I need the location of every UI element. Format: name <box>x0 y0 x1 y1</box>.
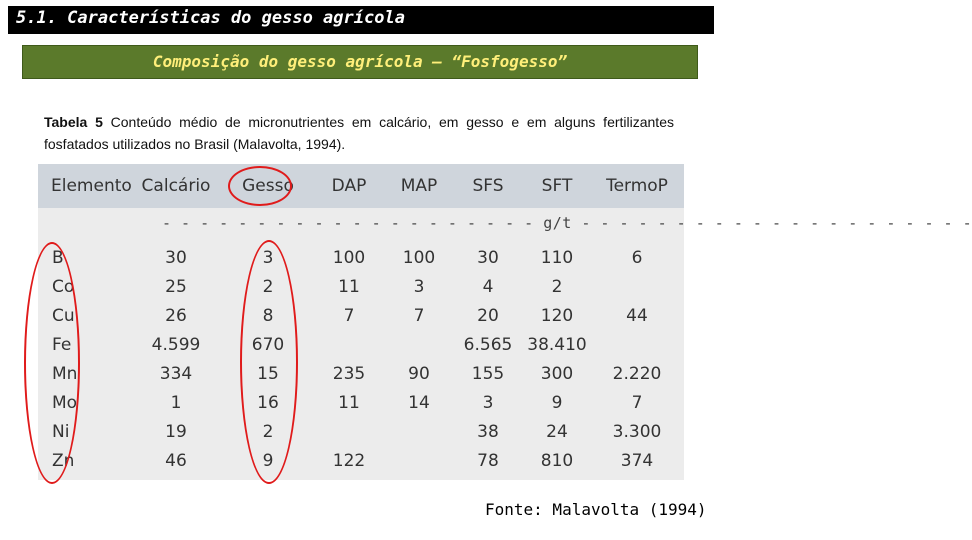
table-header <box>38 164 684 208</box>
cell-gesso: 2 <box>262 422 274 442</box>
cell-elemento: Mo <box>52 393 78 413</box>
cell-sfs: 78 <box>477 451 499 471</box>
cell-elemento: B <box>52 248 64 268</box>
col-header-sfs: SFS <box>472 176 504 196</box>
cell-sft: 2 <box>551 277 563 297</box>
cell-termop: 3.300 <box>612 422 662 442</box>
cell-calcario: 25 <box>165 277 187 297</box>
col-header-gesso: Gesso <box>242 176 294 196</box>
cell-gesso: 15 <box>257 364 279 384</box>
col-header-dap: DAP <box>331 176 367 196</box>
table-row <box>38 360 684 389</box>
cell-termop: 7 <box>631 393 643 413</box>
cell-sft: 300 <box>540 364 574 384</box>
cell-termop: 374 <box>620 451 654 471</box>
cell-dap: 11 <box>338 393 360 413</box>
cell-calcario: 334 <box>159 364 193 384</box>
cell-sft: 9 <box>551 393 563 413</box>
cell-elemento: Cu <box>52 306 75 326</box>
cell-termop: 44 <box>626 306 648 326</box>
cell-calcario: 26 <box>165 306 187 326</box>
cell-map: 7 <box>413 306 425 326</box>
gesso-header-highlight <box>228 166 292 206</box>
col-header-termop: TermoP <box>606 176 668 196</box>
cell-map: 100 <box>402 248 436 268</box>
cell-gesso: 8 <box>262 306 274 326</box>
cell-elemento: Co <box>52 277 75 297</box>
table-row <box>38 447 684 476</box>
title-bar <box>8 6 714 34</box>
cell-calcario: 1 <box>170 393 182 413</box>
caption-text: Conteúdo médio de micronutrientes em calcário, em gesso e em alguns fertilizantes fosfatados utilizados no Brasil (Malavolta, 1994). <box>44 114 674 152</box>
table-row <box>38 273 684 302</box>
cell-sfs: 38 <box>477 422 499 442</box>
cell-gesso: 3 <box>262 248 274 268</box>
micronutrient-table <box>38 164 972 480</box>
cell-sft: 110 <box>540 248 574 268</box>
table-row <box>38 244 684 273</box>
cell-calcario: 19 <box>165 422 187 442</box>
cell-sfs: 155 <box>471 364 505 384</box>
cell-elemento: Ni <box>52 422 70 442</box>
col-header-sft: SFT <box>541 176 573 196</box>
table-caption <box>44 111 674 155</box>
cell-sft: 810 <box>540 451 574 471</box>
gesso-column-highlight <box>240 240 298 484</box>
banner-text: Composição do gesso agrícola – “Fosfogesso” <box>152 52 568 71</box>
cell-map: 14 <box>408 393 430 413</box>
cell-gesso: 670 <box>251 335 285 355</box>
cell-sfs: 3 <box>482 393 494 413</box>
element-column-highlight <box>24 242 80 484</box>
source-note: Fonte: Malavolta (1994) <box>485 500 707 519</box>
cell-calcario: 46 <box>165 451 187 471</box>
cell-dap: 235 <box>332 364 366 384</box>
cell-elemento: Zn <box>52 451 75 471</box>
cell-sft: 24 <box>546 422 568 442</box>
col-header-calcario: Calcário <box>141 176 211 196</box>
caption-label: Tabela 5 <box>44 114 103 130</box>
cell-gesso: 9 <box>262 451 274 471</box>
unit-line: - - - - - - - - - - - - - - - - - - - - g/t - - - - - - - - - - - - - - - - - - - - - <box>162 214 972 232</box>
cell-calcario: 30 <box>165 248 187 268</box>
table-row <box>38 418 684 447</box>
cell-sfs: 4 <box>482 277 494 297</box>
cell-sft: 38.410 <box>527 335 587 355</box>
cell-gesso: 16 <box>257 393 279 413</box>
col-header-map: MAP <box>400 176 438 196</box>
cell-map: 90 <box>408 364 430 384</box>
cell-dap: 122 <box>332 451 366 471</box>
cell-elemento: Mn <box>52 364 78 384</box>
table-row <box>38 331 684 360</box>
cell-map: 3 <box>413 277 425 297</box>
slide-title: 5.1. Características do gesso agrícola <box>16 8 405 28</box>
cell-sfs: 6.565 <box>463 335 513 355</box>
cell-dap: 7 <box>343 306 355 326</box>
cell-sft: 120 <box>540 306 574 326</box>
cell-termop: 6 <box>631 248 643 268</box>
table-row <box>38 389 684 418</box>
cell-dap: 11 <box>338 277 360 297</box>
cell-elemento: Fe <box>52 335 72 355</box>
cell-gesso: 2 <box>262 277 274 297</box>
cell-termop: 2.220 <box>612 364 662 384</box>
col-header-elemento: Elemento <box>51 176 132 196</box>
cell-sfs: 20 <box>477 306 499 326</box>
cell-dap: 100 <box>332 248 366 268</box>
table-row <box>38 302 684 331</box>
cell-calcario: 4.599 <box>151 335 201 355</box>
cell-sfs: 30 <box>477 248 499 268</box>
section-banner <box>22 45 698 79</box>
